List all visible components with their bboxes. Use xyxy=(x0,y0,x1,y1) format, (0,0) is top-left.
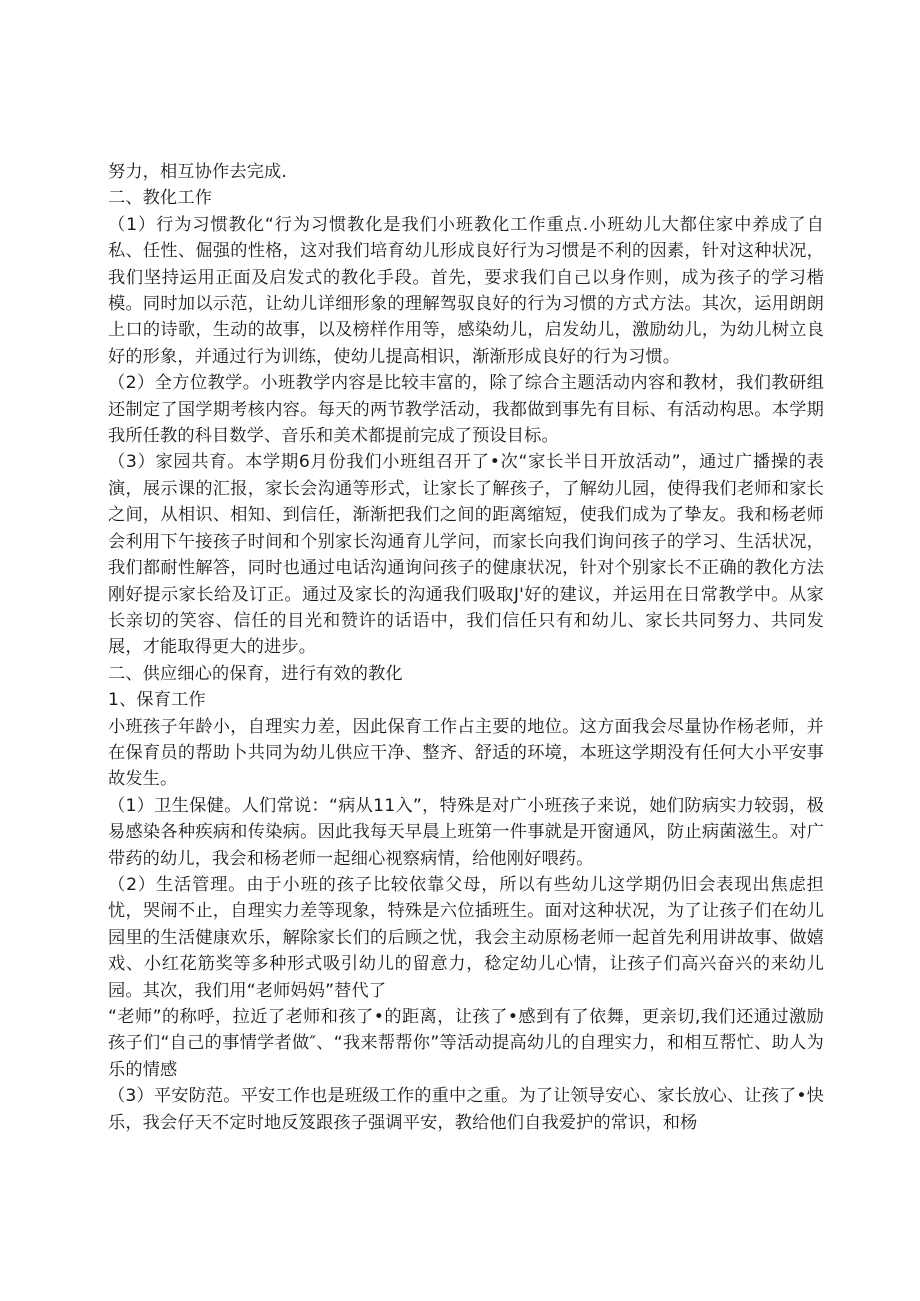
paragraph-behavior-habits: （1）行为习惯教化“行为习惯教化是我们小班教化工作重点.小班幼儿大都住家中养成了自私、任性、倔强的性格，这对我们培育幼儿形成良好行为习惯是不利的因素，针对这种状况，我们坚持运用正面及启发式的教化手段。首先，要求我们自己以身作则，成为孩子的学习楷模。同时加以示范，让幼儿详细形象的理解驾驭良好的行为习惯的方式方法。其次，运用朗朗上口的诗歌，生动的故事，以及榜样作用等，感染幼儿，启发幼儿，激励幼儿，为幼儿树立良好的形象，并通过行为训练，使幼儿提高相识，渐渐形成良好的行为习惯。 xyxy=(108,214,824,367)
subheading-care-work: 1、保育工作 xyxy=(108,690,206,711)
paragraph-hygiene: （1）卫生保健。人们常说：“病从11入”，特殊是对广小班孩子来说，她们防病实力较弱，极易感染各种疾病和传染病。因此我每天早晨上班第一件事就是开窗通风，防止病菌滋生。对广带药的幼儿，我会和杨老师一起细心视察病情，给他刚好喂药。 xyxy=(108,795,824,869)
paragraph-care-intro: 小班孩子年龄小，自理实力差，因此保育工作占主要的地位。这方面我会尽量协作杨老师，并在保育员的帮助卜共同为幼儿供应干净、整齐、舒适的环境，本班这学期没有任何大小平安事故发生。 xyxy=(108,716,824,790)
section-heading-care: 二、供应细心的保育，进行有效的教化 xyxy=(108,663,403,684)
paragraph-continuation: 努力，相互协作去完成. xyxy=(108,162,287,182)
paragraph-life-management: （2）生活管理。由于小班的孩子比较依靠父母，所以有些幼儿这学期仍旧会表现出焦虑担忧，哭闹不止，自理实力差等现象，特殊是六位插班生。面对这种状况，为了让孩子们在幼儿园里的生活健康欢乐，解除家长们的后顾之忧，我会主动原杨老师一起首先利用讲故事、做嬉戏、小红花筋奖等多种形式吸引幼儿的留意力，稔定幼儿心情，让孩子们高兴奋兴的来幼儿园。其次，我们用“老师妈妈”替代了 xyxy=(108,874,824,1001)
paragraph-safety: （3）平安防范。平安工作也是班级工作的重中之重。为了让领导安心、家长放心、让孩了•快乐，我会仔天不定时地反笈跟孩子强调平安，教给他们自我爱护的常识，和杨 xyxy=(108,1086,824,1133)
paragraph-home-school: （3）家园共育。本学期6月份我们小班组召开了•次“家长半日开放活动”，通过广播操的表演，展示课的汇报，家长会沟通等形式，让家长了解孩子，了解幼儿园，使得我们老师和家长之间，从相识、相知、到信任，渐渐把我们之间的距离缩短，使我们成为了挚友。我和杨老师会利用下午接孩子时间和个别家长沟通育儿学问，而家长向我们询问孩子的学习、生活状况，我们都耐性解答，同时也通过电话沟通询问孩子的健康状况，针对个别家长不正确的教化方法刚好提示家长给及订正。通过及家长的沟通我们吸取J'好的建议，并运用在日常教学中。从家长亲切的笑容、信任的目光和赞许的话语中，我们信任只有和幼儿、家长共同努力、共同发展，才能取得更大的进步。 xyxy=(108,452,824,658)
paragraph-teacher-title: “老师”的称呼，拉近了老师和孩了•的距离，让孩了•感到有了依舞，更亲切,我们还通过激励孩子们“自己的事情学者做″、“我来帮帮你”等活动提高幼儿的自理实力，和相互帮忙、助人为乐的情感 xyxy=(108,1007,824,1080)
section-heading-education: 二、教化工作 xyxy=(108,188,213,209)
document-body xyxy=(108,159,824,1136)
paragraph-all-round-teaching: （2）全方位教学。小班教学内容是比较丰富的，除了综合主题活动内容和教材，我们教研组还制定了国学期考核内容。每天的两节教学活动，我都做到事先有目标、有活动构思。本学期我所任教的科目数学、音乐和美术都提前完成了预设目标。 xyxy=(108,373,824,447)
